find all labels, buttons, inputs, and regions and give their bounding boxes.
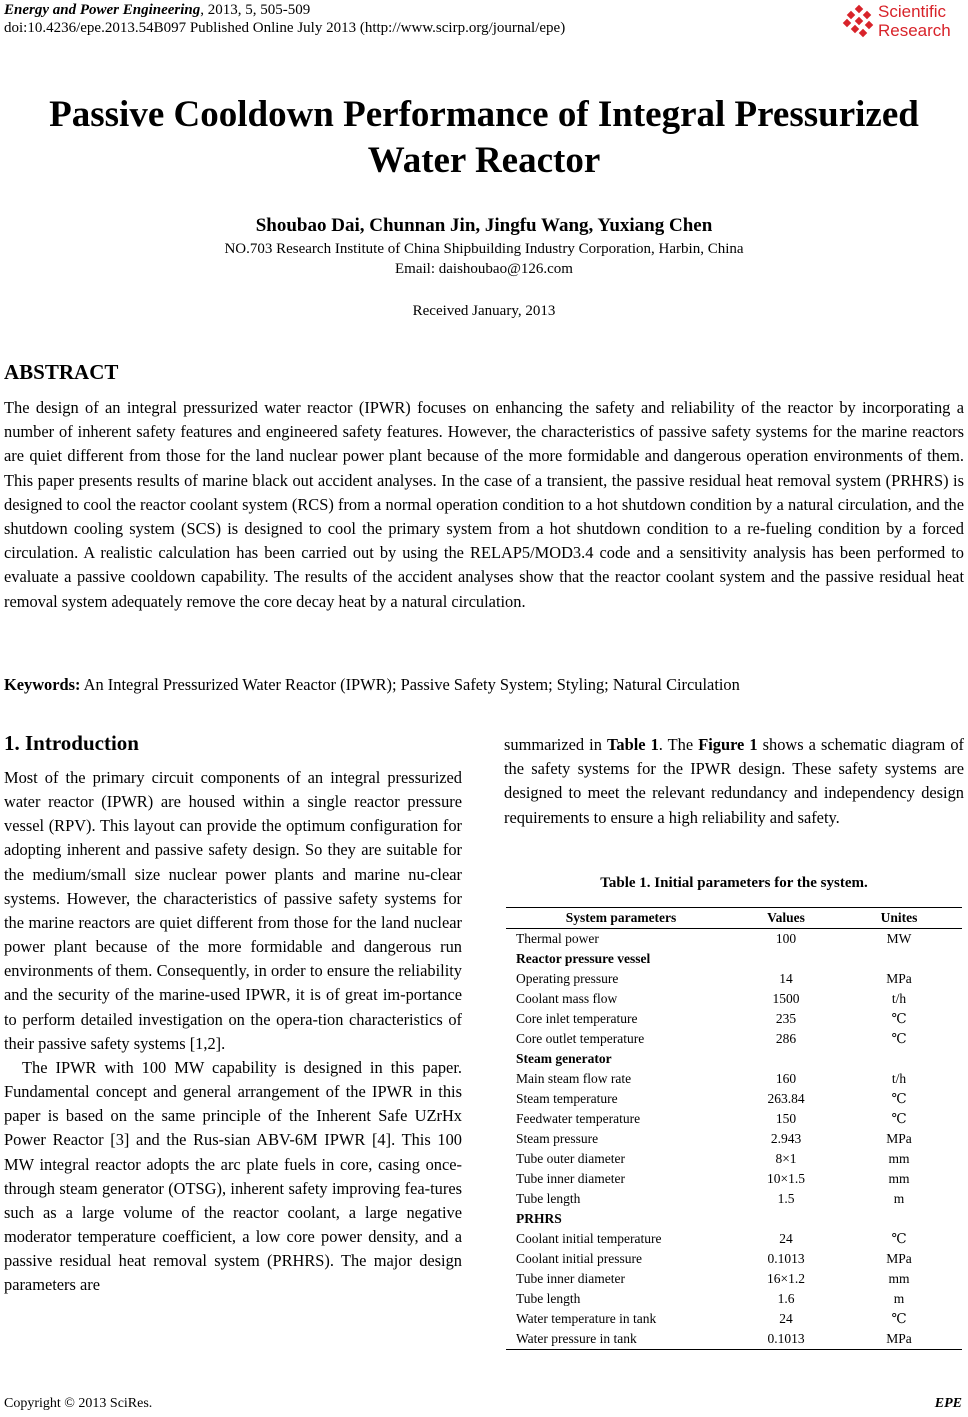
table-row xyxy=(506,1329,962,1350)
abstract-body: The design of an integral pressurized water reactor (IPWR) focuses on enhancing the safety and reliability of the reactor by incorporating a number of inherent safety features and engineered safety features. However, the characteristics of passive safety systems for the marine reactors are quiet different from those for the land nuclear power plant because of the more formidable and dangerous operation environments of them. This paper presents results of marine black out accident analyses. In the case of a transient, the passive residual heat removal system (PRHRS) is designed to cool the reactor coolant system (RCS) from a normal operation condition to a hot shutdown condition by a natural circulation, and the shutdown cooling system (SCS) is designed to cool the primary system from a hot shutdown condition to a re-fueling condition by a forced circulation. A realistic calculation has been carried out by using the RELAP5/MOD3.4 code and a sensitivity analysis has been performed to evaluate a passive cooldown capability. The results of the accident analyses show that the reactor coolant system and the passive residual heat removal system adequately remove the core decay heat by a natural circulation. xyxy=(4,398,964,611)
author-email: Email: daishoubao@126.com xyxy=(395,261,573,277)
table-cell-unit: MPa xyxy=(836,1329,962,1350)
table-cell-parameter: Tube inner diameter xyxy=(516,1171,625,1186)
doi-line: doi:10.4236/epe.2013.54B097 Published Online July 2013 (http://www.scirp.org/journal/epe) xyxy=(4,20,566,36)
table-cell-value: 16×1.2 xyxy=(767,1271,805,1286)
table-cell-unit: ℃ xyxy=(891,1311,907,1326)
table-cell-parameter: Water pressure in tank xyxy=(506,1329,736,1350)
logo-text-line2: Research xyxy=(878,21,951,40)
table-cell-unit: mm xyxy=(888,1271,910,1286)
keywords-text: An Integral Pressurized Water Reactor (IPWR); Passive Safety System; Styling; Natural Circulation xyxy=(80,675,740,694)
table-row xyxy=(506,1229,962,1249)
table-cell-value: 100 xyxy=(775,931,797,946)
table-cell-parameter: Tube inner diameter xyxy=(516,1271,625,1286)
intro-left-column xyxy=(4,766,462,1297)
table-cell-value: 160 xyxy=(775,1071,797,1086)
table-header-row xyxy=(506,908,962,929)
table-cell-unit: ℃ xyxy=(891,1231,907,1246)
table-cell-parameter: Main steam flow rate xyxy=(516,1071,632,1086)
intro-col2-text-1: summarized in xyxy=(504,735,607,754)
paper-title xyxy=(0,92,968,184)
table-cell-parameter: Steam temperature xyxy=(516,1091,618,1106)
diamond-dots-logo-icon xyxy=(844,6,874,36)
table-cell-value xyxy=(736,949,836,969)
abstract-heading: ABSTRACT xyxy=(4,360,119,384)
table-row xyxy=(506,1269,962,1289)
table-row xyxy=(506,1089,962,1109)
keywords-label: Keywords: xyxy=(4,675,81,694)
intro-col2-text-3: shows a schematic diagram of the safety systems for the IPWR design. These safety systems are designed to meet the relevant redundancy and independency design requirements to ensure a high reliability and safety. xyxy=(504,735,964,827)
publisher-logo xyxy=(844,2,962,44)
table-cell-unit: MPa xyxy=(886,1131,912,1146)
table-row xyxy=(506,1069,962,1089)
table-cell-parameter: Steam pressure xyxy=(516,1131,599,1146)
journal-citation xyxy=(4,2,310,19)
table-cell-parameter: Coolant initial pressure xyxy=(516,1251,642,1266)
table-header-parameters: System parameters xyxy=(506,908,736,929)
table-row xyxy=(506,1129,962,1149)
table-cell-unit: t/h xyxy=(891,1071,907,1086)
table-cell-value: 0.1013 xyxy=(736,1329,836,1350)
table-cell-value: 1.6 xyxy=(777,1291,795,1306)
table-cell-unit: ℃ xyxy=(891,1111,907,1126)
table-row xyxy=(506,929,962,950)
title-line-1: Passive Cooldown Performance of Integral Pressurized xyxy=(49,94,919,135)
table-cell-value: 10×1.5 xyxy=(767,1171,805,1186)
table-cell-unit: ℃ xyxy=(891,1091,907,1106)
affiliation: NO.703 Research Institute of China Shipbuilding Industry Corporation, Harbin, China xyxy=(224,241,744,257)
table-1-caption: Table 1. Initial parameters for the system. xyxy=(600,875,868,891)
table-cell-unit: ℃ xyxy=(891,1031,907,1046)
table-cell-parameter: Tube length xyxy=(516,1291,581,1306)
table-cell-parameter: Coolant initial temperature xyxy=(516,1231,662,1246)
table-cell-parameter: Steam generator xyxy=(516,1051,612,1066)
table-cell-unit: MPa xyxy=(886,971,912,986)
table-body xyxy=(506,929,962,1350)
keywords xyxy=(4,674,964,696)
table-row xyxy=(506,1029,962,1049)
table-row xyxy=(506,989,962,1009)
table-cell-value: 2.943 xyxy=(770,1131,802,1146)
table-cell-unit xyxy=(836,1049,962,1069)
table-cell-unit: MPa xyxy=(886,1251,912,1266)
table-row xyxy=(506,1309,962,1329)
journal-issue: , 2013, 5, 505-509 xyxy=(200,2,311,18)
table-1 xyxy=(506,907,962,1350)
table-row xyxy=(506,1009,962,1029)
table-cell-parameter: Tube length xyxy=(516,1191,581,1206)
intro-col2-text-2: . The xyxy=(658,735,699,754)
table-row xyxy=(506,1289,962,1309)
table-cell-value: 235 xyxy=(775,1011,797,1026)
table-1-reference: Table 1 xyxy=(606,735,659,754)
table-header-values: Values xyxy=(736,908,836,929)
table-cell-value: 14 xyxy=(779,971,793,986)
table-cell-unit: m xyxy=(893,1291,905,1306)
title-line-2: Water Reactor xyxy=(367,140,601,181)
table-row xyxy=(506,1189,962,1209)
table-cell-unit: mm xyxy=(888,1171,910,1186)
table-cell-parameter: Coolant mass flow xyxy=(516,991,618,1006)
journal-name: Energy and Power Engineering xyxy=(4,2,201,18)
table-cell-value: 24 xyxy=(779,1231,793,1246)
intro-paragraph-1: Most of the primary circuit components of an integral pressurized water reactor (IPWR) are housed within a single reactor pressure vessel (RPV). This layout can provide the optimum configuration for adopting inherent and passive safety design. So they are suitable for the medium/small size nuclear power plants and marine nu-clear systems. However, the characteristics of passive safety systems for the marine reactors are quiet different from those for the land nuclear power plant because of the more formidable and dangerous run environments of them. Consequently, in order to ensure the reliability and the security of the marine-used IPWR, it is of great im-portance to perform detailed investigation on the opera-tion characteristics of their passive safety systems [1,2]. xyxy=(4,768,462,1053)
authors: Shoubao Dai, Chunnan Jin, Jingfu Wang, Yuxiang Chen xyxy=(255,215,713,236)
table-cell-parameter: PRHRS xyxy=(516,1211,562,1226)
table-cell-value: 24 xyxy=(779,1311,793,1326)
table-cell-unit xyxy=(836,949,962,969)
table-cell-unit: ℃ xyxy=(891,1011,907,1026)
table-cell-value xyxy=(736,1209,836,1229)
table-row xyxy=(506,1249,962,1269)
intro-paragraph-2: The IPWR with 100 MW capability is designed in this paper. Fundamental concept and general arrangement of the IPWR in this paper is based on the same principle of the Inherent Safe UZrHx Power Reactor [3] and the Rus-sian ABV-6M IPWR [4]. This 100 MW integral reactor adopts the arc plate fuels in core, casing once-through steam generator (OTSG), inherent safety improving fea-tures such as a large volume of the reactor coolant, a large negative moderator temperature coefficient, a low core power density, and a passive residual heat removal system (PRHRS). The major design parameters are xyxy=(4,1057,462,1295)
table-row xyxy=(506,1169,962,1189)
table-cell-value xyxy=(736,1049,836,1069)
table-cell-value: 1500 xyxy=(772,991,800,1006)
table-cell-value: 0.1013 xyxy=(767,1251,805,1266)
table-cell-parameter: Tube outer diameter xyxy=(516,1151,625,1166)
table-cell-value: 286 xyxy=(775,1031,797,1046)
table-cell-parameter: Reactor pressure vessel xyxy=(516,951,651,966)
table-cell-parameter: Feedwater temperature xyxy=(516,1111,641,1126)
section-heading-introduction: 1. Introduction xyxy=(4,731,139,755)
intro-right-column-text xyxy=(504,733,964,830)
table-cell-parameter: Core inlet temperature xyxy=(516,1011,638,1026)
table-cell-parameter: Core outlet temperature xyxy=(516,1031,645,1046)
table-cell-unit xyxy=(836,1209,962,1229)
table-cell-value: 8×1 xyxy=(775,1151,797,1166)
table-cell-parameter: Thermal power xyxy=(516,931,599,946)
table-cell-value: 263.84 xyxy=(767,1091,805,1106)
footer-journal-abbrev: EPE xyxy=(934,1396,962,1411)
table-cell-unit: mm xyxy=(888,1151,910,1166)
table-header-unites: Unites xyxy=(836,908,962,929)
table-cell-parameter: Operating pressure xyxy=(516,971,619,986)
received-date: Received January, 2013 xyxy=(412,303,556,319)
footer-copyright: Copyright © 2013 SciRes. xyxy=(4,1396,153,1411)
table-row xyxy=(506,1109,962,1129)
table-section-row xyxy=(506,949,962,969)
table-cell-unit: t/h xyxy=(891,991,907,1006)
table-row xyxy=(506,969,962,989)
table-cell-unit: MW xyxy=(886,931,912,946)
table-section-row xyxy=(506,1209,962,1229)
table-cell-value: 1.5 xyxy=(777,1191,795,1206)
table-section-row xyxy=(506,1049,962,1069)
table-cell-parameter: Water temperature in tank xyxy=(516,1311,657,1326)
figure-1-reference: Figure 1 xyxy=(698,735,758,754)
table-cell-unit: m xyxy=(893,1191,905,1206)
table-cell-value: 150 xyxy=(775,1111,797,1126)
table-row xyxy=(506,1149,962,1169)
logo-text-line1: Scientific xyxy=(878,2,947,21)
